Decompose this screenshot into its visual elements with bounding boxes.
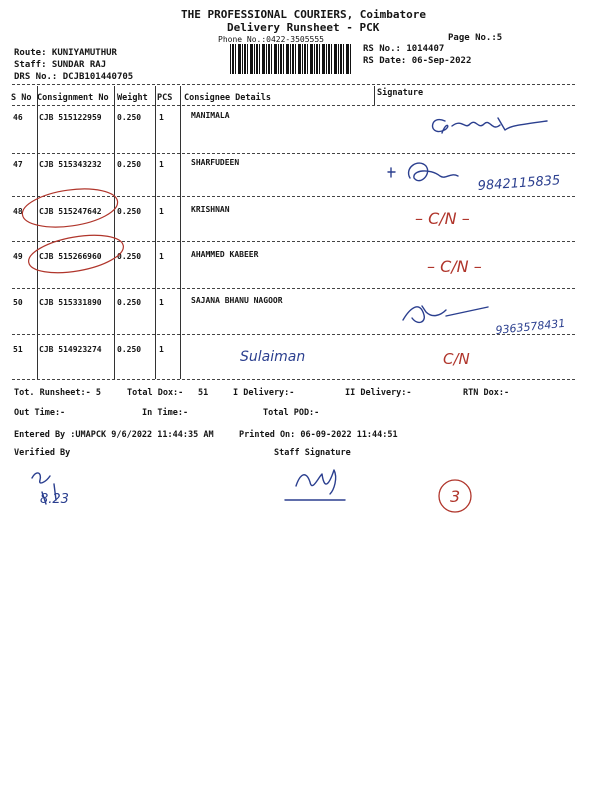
total-runsheet: Tot. Runsheet:- 5 [14, 388, 101, 398]
row-weight: 0.250 [117, 298, 142, 307]
row-sno: 51 [13, 345, 23, 354]
row-pcs: 1 [159, 345, 164, 354]
total-pod: Total POD:- [263, 408, 320, 418]
col-header-consignment: Consignment No [37, 93, 109, 103]
col-header-consignee: Consignee Details [184, 93, 271, 103]
row-pcs: 1 [159, 207, 164, 216]
row-sno: 50 [13, 298, 23, 307]
rtn-dox: RTN Dox:- [463, 388, 510, 398]
col-header-sno: S No [11, 93, 32, 103]
row-sno: 49 [13, 252, 23, 261]
row-sno: 46 [13, 113, 23, 122]
entered-by: Entered By :UMAPCK 9/6/2022 11:44:35 AM [14, 430, 214, 440]
row-weight: 0.250 [117, 160, 142, 169]
staff-name: Staff: SUNDAR RAJ [14, 60, 107, 70]
name-row51: Sulaiman [240, 349, 306, 365]
route: Route: KUNIYAMUTHUR [14, 48, 117, 58]
signature-staff [296, 470, 336, 494]
signature-row50 [403, 306, 488, 322]
drs-number: DRS No.: DCJB101440705 [14, 72, 134, 82]
col-header-weight: Weight [117, 93, 148, 103]
in-time: In Time:- [142, 408, 189, 418]
row-consignment: CJB 515343232 [39, 160, 102, 169]
phone-number: Phone No.:0422-3505555 [218, 35, 324, 44]
col-header-signature: Signature [377, 88, 424, 98]
verifier-time: 8.23 [40, 492, 69, 507]
cn-note-row49: – C/N – [427, 257, 482, 276]
signature-row46 [433, 118, 547, 133]
runsheet-title: Delivery Runsheet - PCK [227, 21, 380, 34]
out-time: Out Time:- [14, 408, 66, 418]
circle-row49 [26, 229, 126, 279]
row-weight: 0.250 [117, 207, 142, 216]
row-consignment: CJB 514923274 [39, 345, 102, 354]
row-consignment: CJB 515266960 [39, 252, 102, 261]
circle-row48 [20, 183, 120, 232]
total-dox-value: 51 [198, 388, 209, 398]
row-consignee: SHARFUDEEN [191, 158, 240, 167]
total-dox-label: Total Dox:- [127, 388, 184, 398]
row-sno: 48 [13, 207, 23, 216]
signature-row47 [388, 163, 458, 181]
cn-note-row51: C/N [443, 350, 470, 368]
row-sno: 47 [13, 160, 23, 169]
rs-date: RS Date: 06-Sep-2022 [363, 56, 472, 66]
row-weight: 0.250 [117, 345, 142, 354]
page-number: Page No.:5 [448, 33, 503, 43]
row-pcs: 1 [159, 252, 164, 261]
verified-by: Verified By [14, 448, 71, 458]
ii-delivery: II Delivery:- [345, 388, 412, 398]
row-consignee: KRISHNAN [191, 205, 230, 214]
row-consignment: CJB 515247642 [39, 207, 102, 216]
col-header-pcs: PCS [157, 93, 173, 103]
row-consignment: CJB 515122959 [39, 113, 102, 122]
phone-row47: 9842115835 [477, 173, 561, 194]
cn-note-row48: – C/N – [415, 209, 470, 228]
row-pcs: 1 [159, 160, 164, 169]
company-title: THE PROFESSIONAL COURIERS, Coimbatore [181, 8, 427, 21]
staff-signature-label: Staff Signature [274, 448, 351, 458]
printed-on: Printed On: 06-09-2022 11:44:51 [239, 430, 398, 440]
row-consignee: AHAMMED KABEER [191, 250, 259, 259]
row-weight: 0.250 [117, 252, 142, 261]
row-consignee: SAJANA BHANU NAGOOR [191, 296, 283, 305]
rs-number: RS No.: 1014407 [363, 44, 445, 54]
row-consignee: MANIMALA [191, 111, 230, 120]
page-mark-number: 3 [450, 487, 461, 506]
row-consignment: CJB 515331890 [39, 298, 102, 307]
i-delivery: I Delivery:- [233, 388, 295, 398]
row-pcs: 1 [159, 113, 164, 122]
row-pcs: 1 [159, 298, 164, 307]
row-weight: 0.250 [117, 113, 142, 122]
phone-row50: 9363578431 [494, 316, 566, 337]
